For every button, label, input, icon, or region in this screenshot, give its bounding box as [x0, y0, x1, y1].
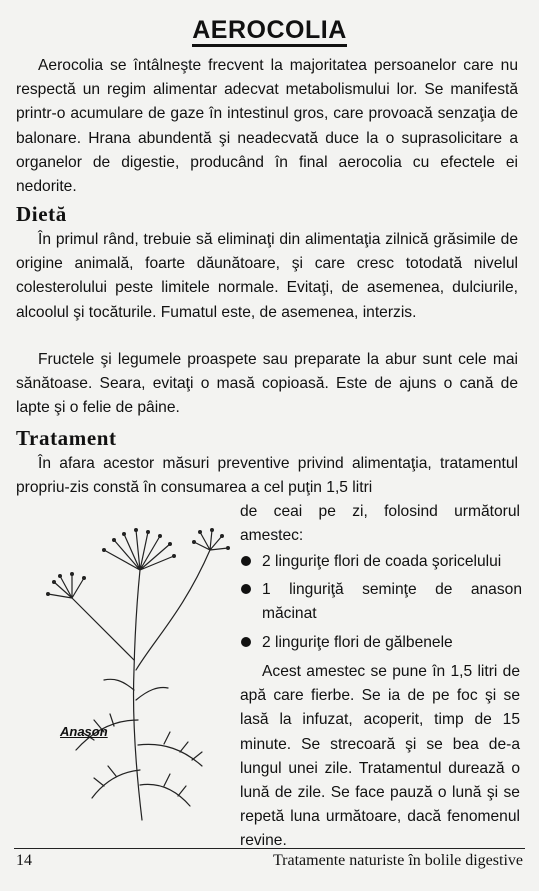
page-title: AEROCOLIA [0, 16, 539, 45]
tratament-heading: Tratament [16, 426, 117, 450]
page-number: 14 [16, 852, 32, 869]
figure-caption: Anason [60, 724, 108, 739]
dieta-heading: Dietă [16, 202, 67, 226]
bullet-icon [241, 637, 251, 647]
list-item: 2 linguriţe flori de gălbenele [238, 631, 522, 655]
dieta-paragraph-1: În primul rând, trebuie să eliminaţi din alimentaţia zilnică grăsimile de origine animală, foarte dăunătoare, şi care cresc totodată nivelul colesterolului peste limitele normale. Evitaţi, de asemenea, dulciurile, alcoolul şi tocăturile. Fumatul este, de asemenea, interzis. [16, 231, 518, 321]
anise-plant-illustration [24, 520, 234, 825]
tratament-paragraph-1-continued: de ceai pe zi, folosind următorul amestec: [240, 503, 520, 545]
bullet-icon [241, 584, 251, 594]
footer-divider [14, 848, 525, 849]
intro-paragraph: Aerocolia se întâlneşte frecvent la majoritatea persoanelor care nu respectă un regim alimentar adecvat metabolismului lor. Se manifestă printr-o acumulare de gaze în intestinul gros, care provoacă senzaţia de balonare. Hrana abundentă şi neadecvată duce la o suprasolicitare a organelor de digestie, producând în final aerocolia cu efectele ei nedorite. [16, 57, 518, 196]
list-item: 1 linguriţă seminţe de anason măcinat [238, 578, 522, 626]
list-item: 2 linguriţe flori de coada şoricelului [238, 550, 522, 574]
ingredient-list [238, 550, 522, 655]
dieta-paragraph-2: Fructele şi legumele proaspete sau preparate la abur sunt cele mai sănătoase. Seara, evitaţi o masă copioasă. Este de ajuns o cană de lapte şi o felie de pâine. [16, 351, 518, 417]
tratament-paragraph-1: În afara acestor măsuri preventive privind alimentaţia, tratamentul propriu-zis constă în consumarea a cel puţin 1,5 litri [16, 455, 518, 497]
tratament-paragraph-2: Acest amestec se pune în 1,5 litri de apă care fierbe. Se ia de pe foc şi se lasă la infuzat, acoperit, timp de 15 minute. Se strecoară şi se bea de-a lungul unei zile. Tratamentul durează o lună de zile. Se face pauză o lună şi se repetă luna următoare, dacă fenomenul revine. [240, 663, 520, 850]
running-footer-title: Tratamente naturiste în bolile digestive [272, 852, 523, 869]
bullet-icon [241, 556, 251, 566]
